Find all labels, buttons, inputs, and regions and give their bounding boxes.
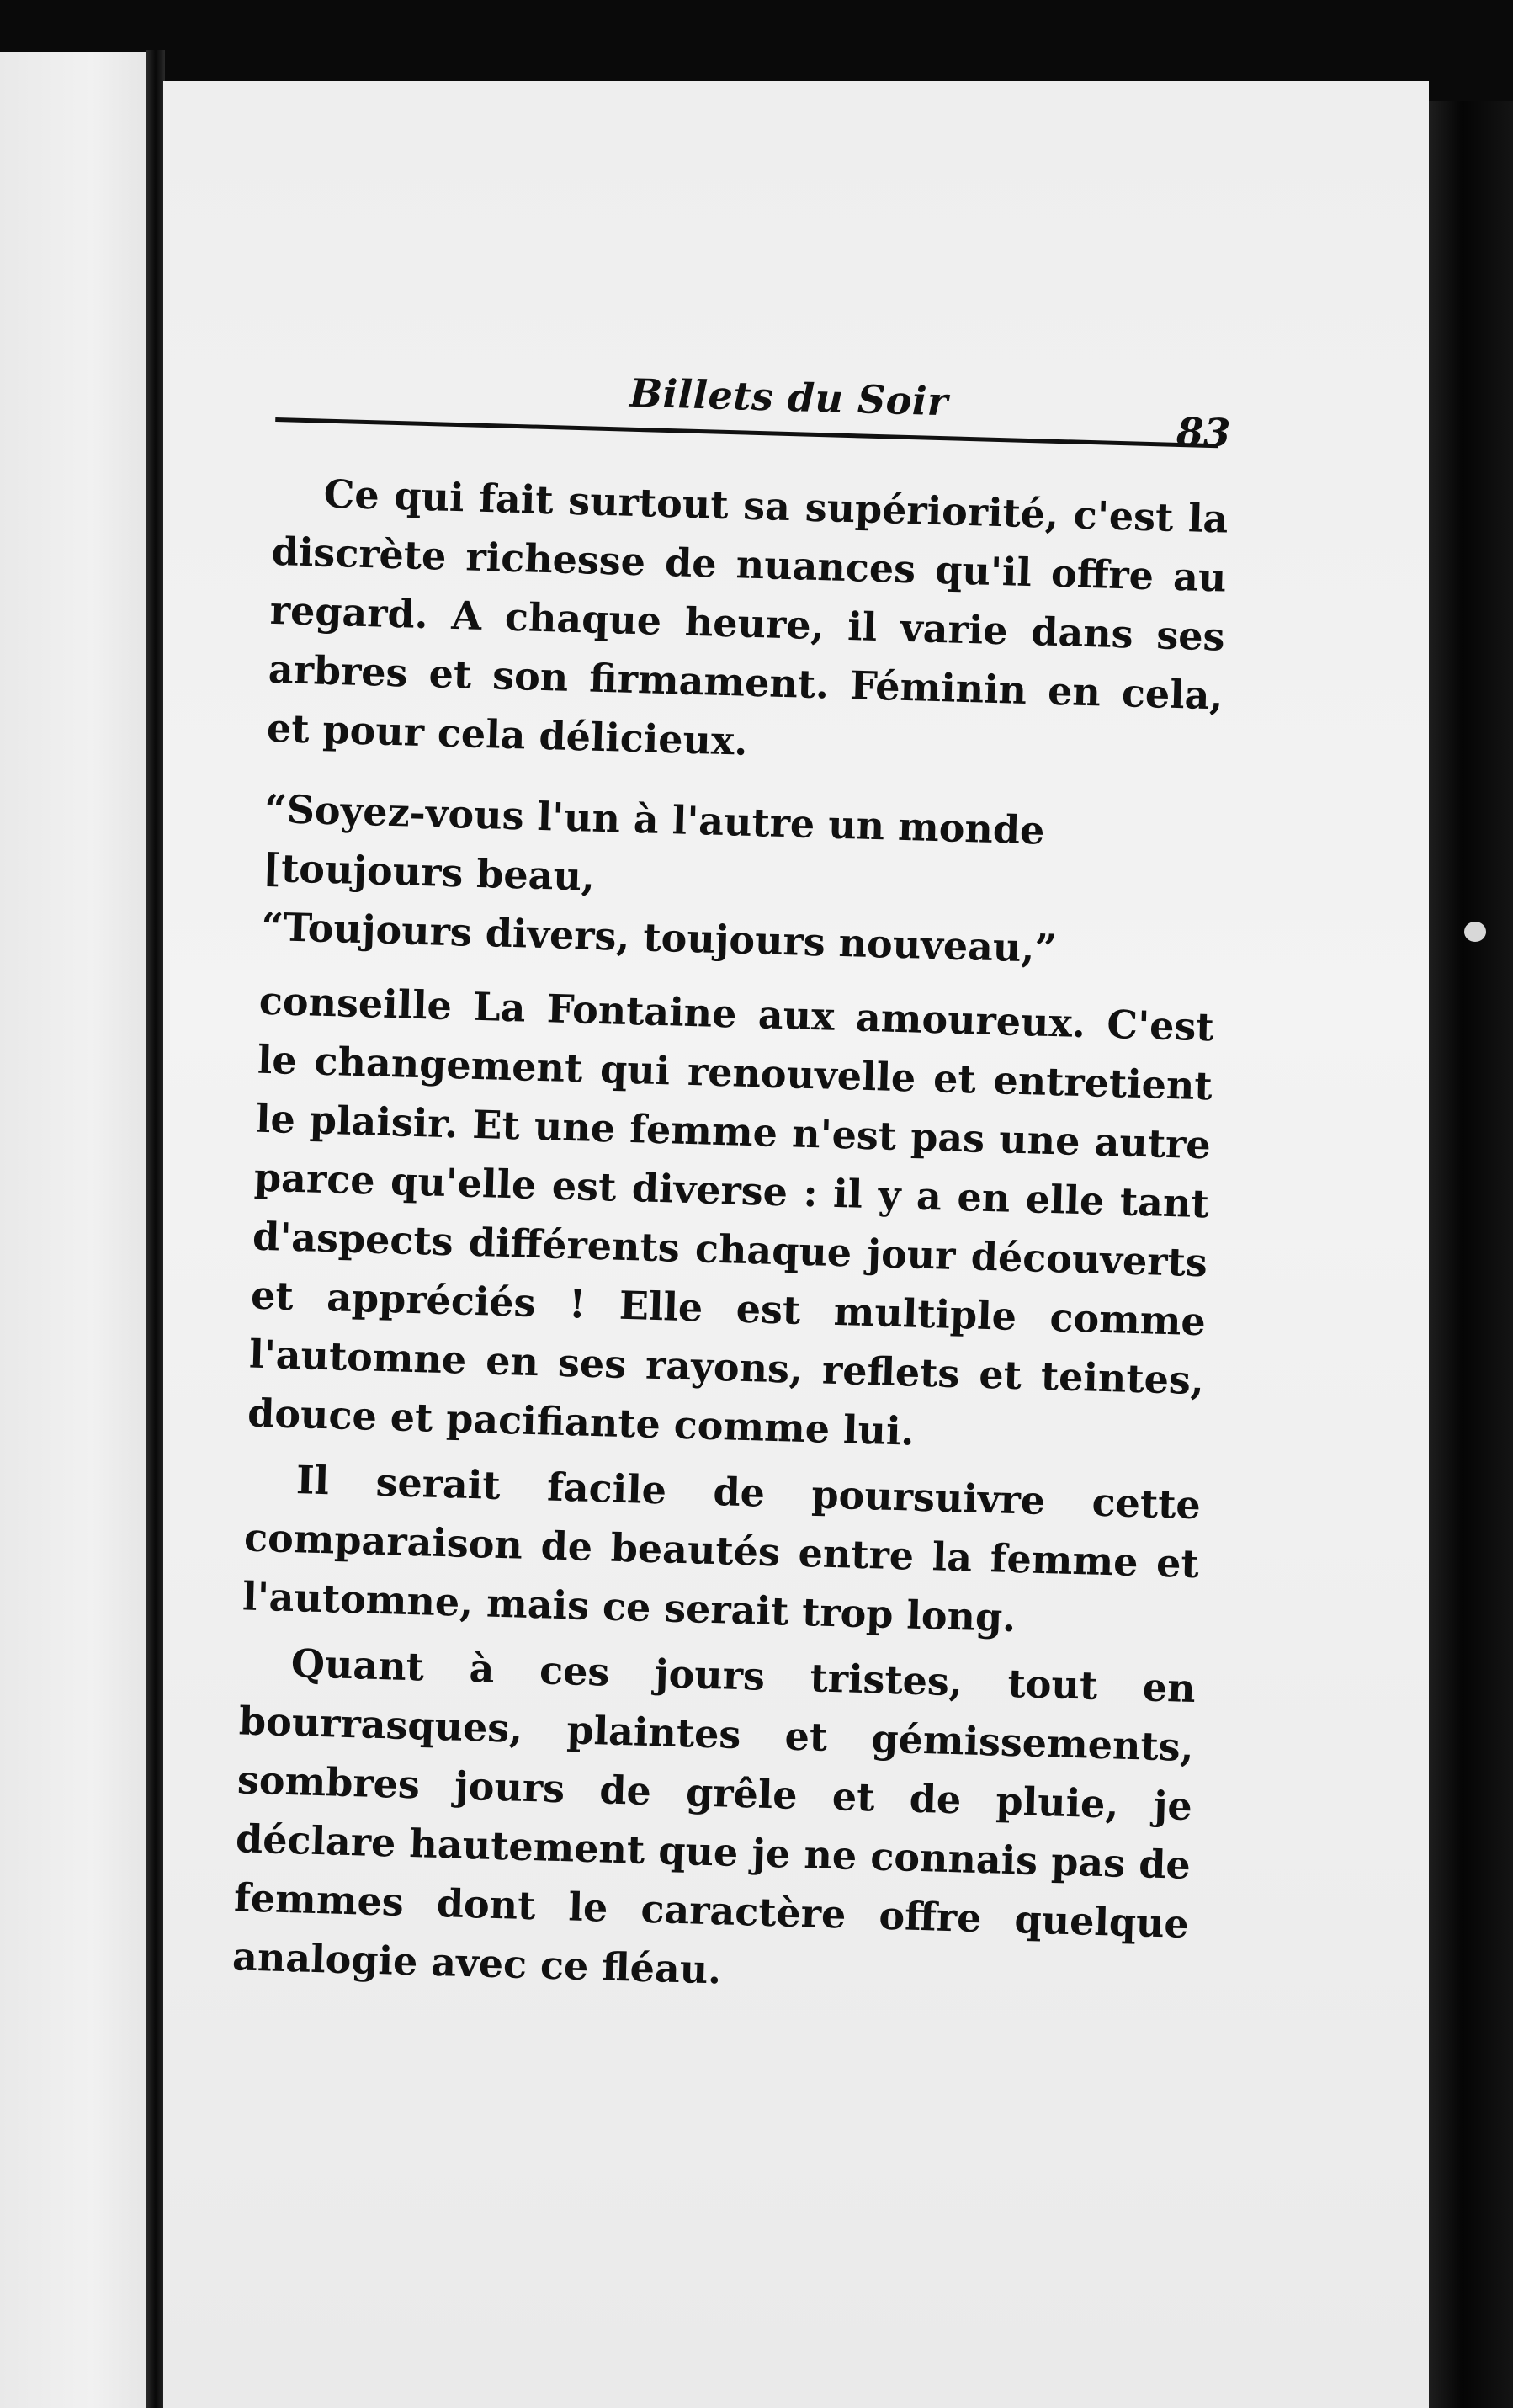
paragraph-4: Quant à ces jours tristes, tout en bourrasques, plaintes et gémissements, sombres jours de grêle et de pluie, je déclare hautement que je ne connais pas de femmes dont le caractère offre quelque analogie avec ce fléau. (231, 1640, 1197, 1993)
paragraph-1: Ce qui fait surtout sa supériorité, c'est la discrète richesse de nuances qu'il offre au regard. A chaque heure, il varie dans ses arbres et son firmament. Féminin en cela, et pour cela délicieux. (266, 470, 1229, 764)
running-title: Billets du Soir (629, 369, 949, 425)
header-rule (275, 417, 1218, 448)
paragraph-2: conseille La Fontaine aux amoureux. C'est le changement qui renouvelle et entretient le plaisir. Et une femme n'est pas une autre parce qu'elle est diverse : il y a en elle tant d'aspects différents chaque jour découverts et appréciés ! Elle est multiple comme l'automne en ses rayons, reflets et teintes, douce et pacifiante comme lui. (247, 977, 1215, 1454)
book-gutter (146, 50, 165, 2408)
verse-line-3: “Toujours divers, toujours nouveau,” (260, 903, 1058, 972)
page-number: 83 (1176, 408, 1231, 456)
verse-line-2: [toujours beau, (262, 844, 596, 900)
paragraph-3: Il serait facile de poursuivre cette comparaison de beautés entre la femme et l'automne, mais ce serait trop long. (242, 1457, 1202, 1641)
book-right-edge (1429, 101, 1513, 2408)
left-page-edge (0, 52, 153, 2408)
body-text (231, 463, 1229, 2012)
page-text-block (231, 337, 1232, 2012)
verse-line-1: “Soyez-vous l'un à l'autre un monde (263, 785, 1046, 853)
verse-quote (260, 779, 1219, 983)
scan-speck (1464, 922, 1486, 942)
